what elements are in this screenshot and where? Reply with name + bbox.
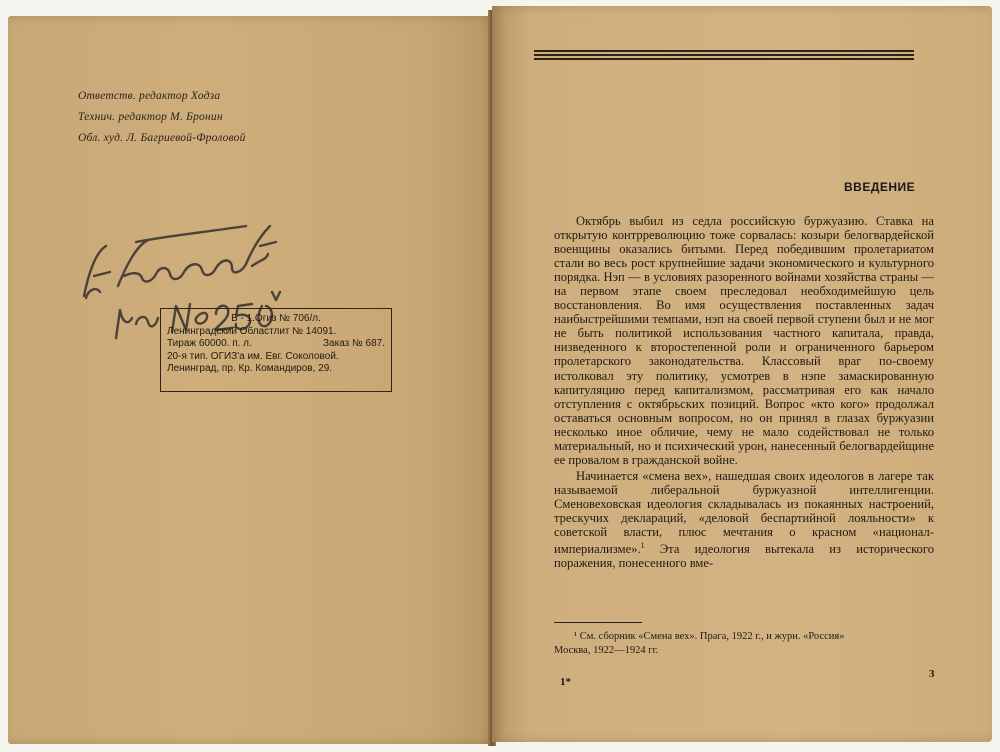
credit-cover-artist: Обл. худ. Л. Багриевой-Фроловой	[78, 132, 246, 144]
footnote-line: Москва, 1922—1924 гг.	[554, 645, 659, 656]
imprint-line	[167, 326, 385, 339]
chapter-heading: ВВЕДЕНИЕ	[844, 180, 916, 194]
decorative-header-rule	[534, 50, 914, 62]
footnote-line: ¹ См. сборник «Смена вех». Прага, 1922 г., и журн. «Россия»	[574, 631, 845, 642]
footnote	[554, 630, 930, 658]
imprint-print-run: Тираж 60000. п. л.	[167, 338, 252, 349]
right-page	[492, 6, 992, 742]
footnote-separator	[554, 622, 642, 623]
body-paragraph	[554, 469, 934, 571]
left-page	[8, 16, 495, 744]
imprint-printing-house: 20-я тип. ОГИЗ'а им. Евг. Соколовой.	[167, 350, 339, 362]
paragraph-text: Эта идеология вытекала из исторического поражения, понесенного вме-	[554, 542, 934, 571]
body-paragraph: Октябрь выбил из седла российскую буржуазию. Ставка на открытую контрреволюцию тоже сорвалась: козыри белогвардейской военщины оказались битыми. Перед победившим пролетариатом стали во весь рост крупнейшие задачи экономического и культурного порядка. Нэп — в условиях разоренного войнами хозяйства страны — на первом этапе своем преследовал необходимейшую цель восстановления. Во имя осуществления поставленных задач наибыстрейшими темпами, нэп на своей первой ступени был и не мог не быть политикой использования частного капитала, правда, низведенного к второстепенной роли и ограниченного барьером пролетарского законодательства. Классовый враг по-своему истолковал эту политику, усмотрев в нэпе замаскированную капитуляцию перед капитализмом, рассматривая его как начало отступления с октябрьских позиций. Вопрос «кто кого» продолжал оставаться основным вопросом, но он принял в глазах буржуазии несколько иное обличие, чему не мало содействовал не только материальный, но и психический урон, нанесенный белогвардейщине ее провалом в гражданской войне.	[554, 214, 934, 467]
credit-tech-editor: Технич. редактор М. Бронин	[78, 111, 223, 123]
chapter-body	[554, 214, 934, 570]
imprint-oblastlit: Ленинградский Областлит № 14091.	[167, 325, 337, 337]
imprint-line	[167, 351, 385, 364]
credits-block	[78, 86, 246, 149]
paragraph-text: Начинается «смена вех», нашедшая своих идеологов в лагере так называемой либеральной буржуазной интеллигенции. Сменовеховская идеология складывалась из покаянных настроений, трескучих деклараций, «деловой беспартийной лояльности» к советской власти, плюс мечтания о красном «национал-империализме».	[554, 468, 934, 557]
imprint-line	[167, 338, 385, 351]
imprint-order: Заказ № 687.	[323, 338, 385, 349]
signature-mark: 1*	[560, 676, 571, 688]
page-number: 3	[929, 668, 935, 680]
imprint-ogiz-number: Б - 1.Огиз № 706/л.	[231, 313, 321, 324]
credit-editor: Ответств. редактор Ходза	[78, 90, 221, 102]
imprint-line	[167, 363, 385, 376]
footnote-marker: 1	[640, 541, 645, 551]
imprint-address: Ленинград, пр. Кр. Командиров, 29.	[167, 363, 333, 374]
printing-imprint-box	[160, 308, 392, 392]
imprint-line	[167, 313, 385, 326]
